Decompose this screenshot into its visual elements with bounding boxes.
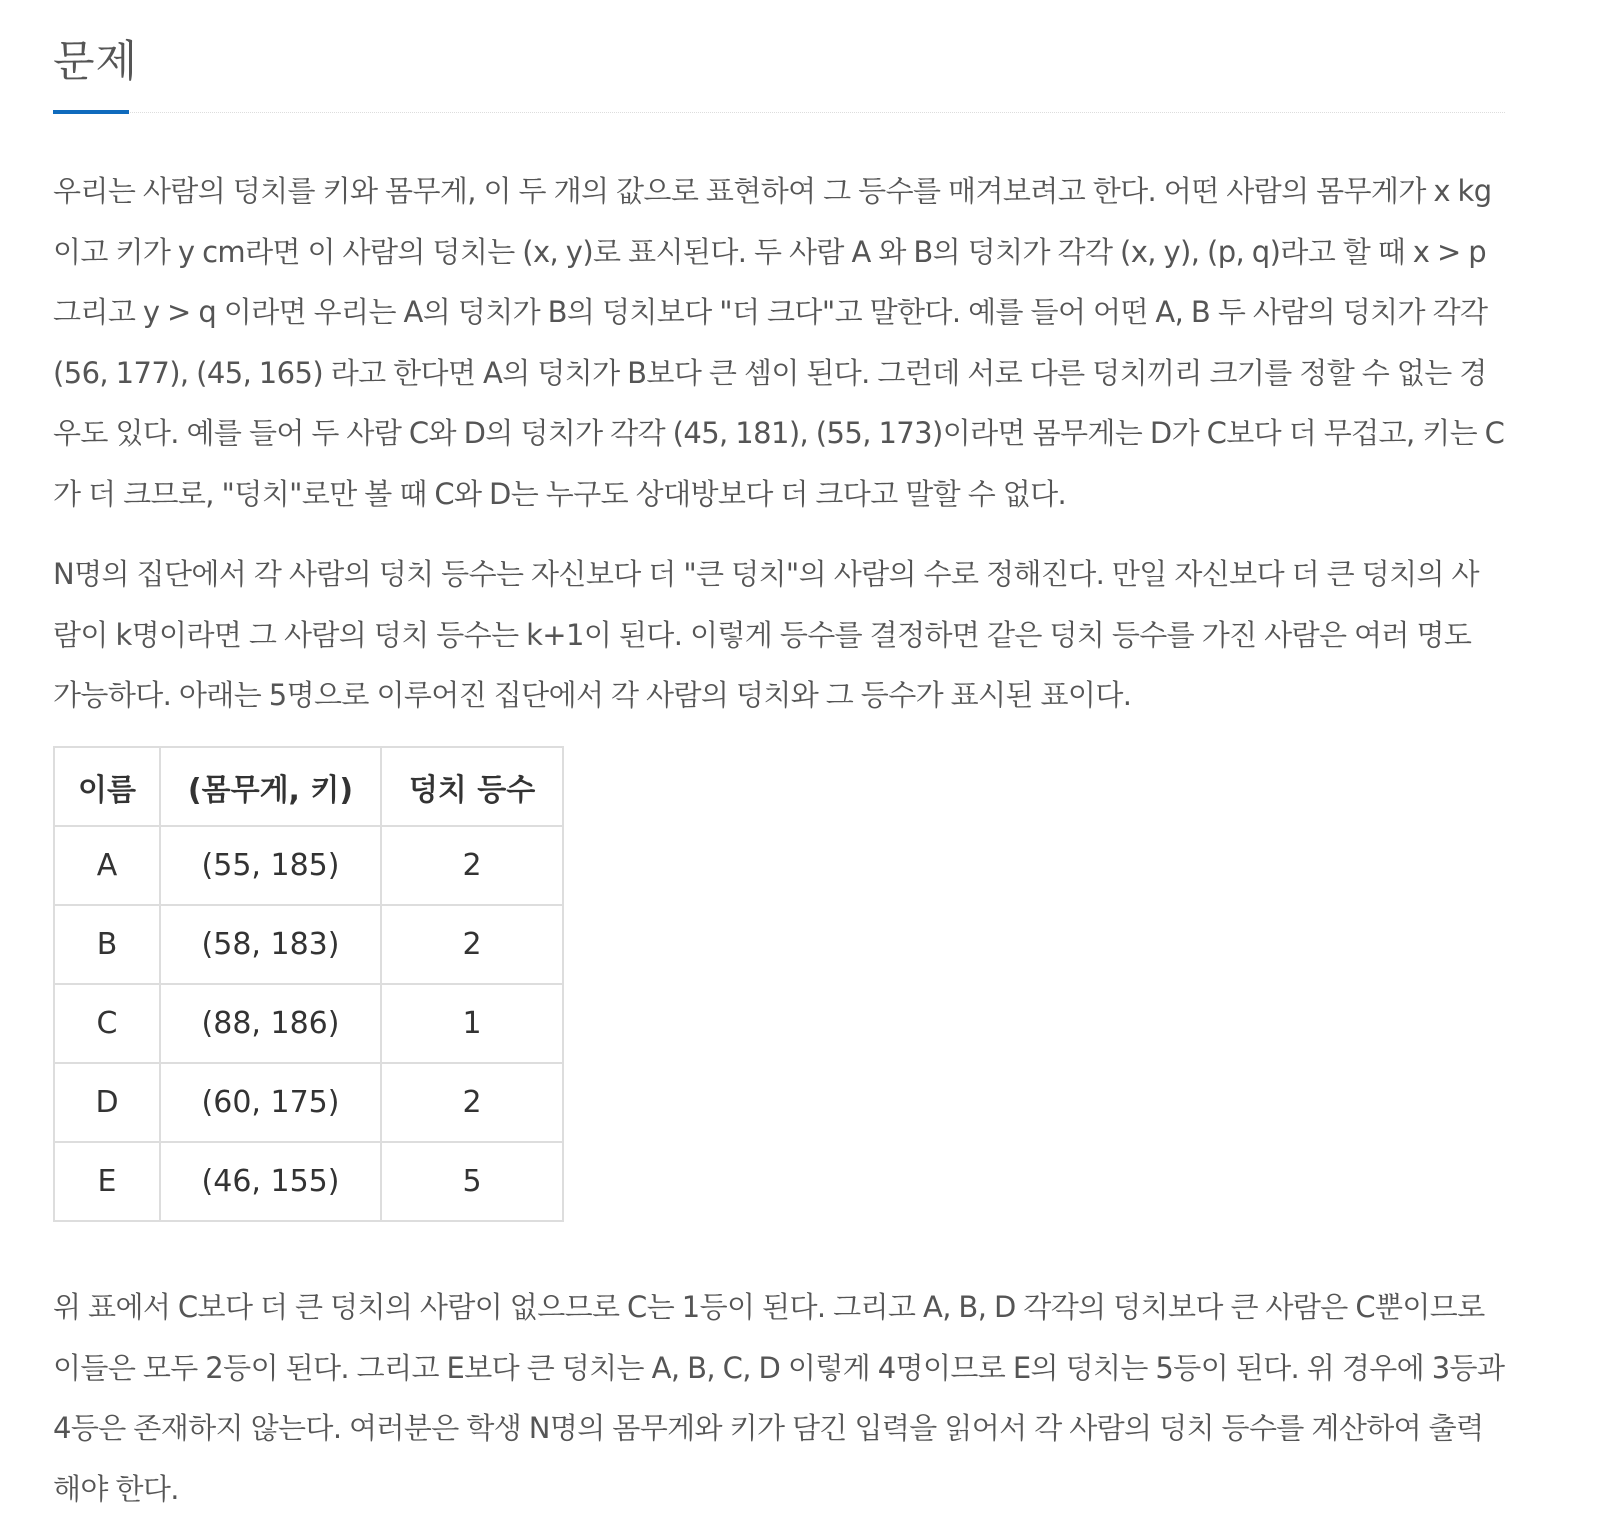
- cell-name: A: [54, 826, 160, 905]
- cell-name: C: [54, 984, 160, 1063]
- cell-weight-height: (60, 175): [160, 1063, 381, 1142]
- cell-name: E: [54, 1142, 160, 1221]
- column-header-rank: 덩치 등수: [381, 747, 563, 826]
- cell-name: B: [54, 905, 160, 984]
- cell-weight-height: (55, 185): [160, 826, 381, 905]
- column-header-name: 이름: [54, 747, 160, 826]
- cell-weight-height: (88, 186): [160, 984, 381, 1063]
- table-row: [54, 984, 563, 1063]
- section-title: 문제: [53, 37, 139, 87]
- cell-rank: 2: [381, 826, 563, 905]
- table-row: [54, 905, 563, 984]
- problem-paragraph-3: 위 표에서 C보다 더 큰 덩치의 사람이 없으므로 C는 1등이 된다. 그리고 A, B, D 각각의 덩치보다 큰 사람은 C뿐이므로 이들은 모두 2등이 된다. 그리고 E보다 큰 덩치는 A, B, C, D 이렇게 4명이므로 E의 덩치는 5등이 된다. 위 경우에 3등과 4등은 존재하지 않는다. 여러분은 학생 N명의 몸무게와 키가 담긴 입력을 읽어서 각 사람의 덩치 등수를 계산하여 출력해야 한다.: [53, 1290, 1505, 1506]
- rank-table: [53, 746, 564, 1222]
- problem-paragraph-2: N명의 집단에서 각 사람의 덩치 등수는 자신보다 더 "큰 덩치"의 사람의 수로 정해진다. 만일 자신보다 더 큰 덩치의 사람이 k명이라면 그 사람의 덩치 등수는 k+1이 된다. 이렇게 등수를 결정하면 같은 덩치 등수를 가진 사람은 여러 명도 가능하다. 아래는 5명으로 이루어진 집단에서 각 사람의 덩치와 그 등수가 표시된 표이다.: [53, 557, 1479, 712]
- cell-rank: 2: [381, 1063, 563, 1142]
- cell-rank: 2: [381, 905, 563, 984]
- problem-section: [53, 0, 1505, 1506]
- cell-name: D: [54, 1063, 160, 1142]
- problem-paragraph-1: 우리는 사람의 덩치를 키와 몸무게, 이 두 개의 값으로 표현하여 그 등수를 매겨보려고 한다. 어떤 사람의 몸무게가 x kg이고 키가 y cm라면 이 사람의 덩치는 (x, y)로 표시된다. 두 사람 A 와 B의 덩치가 각각 (x, y), (p, q)라고 할 때 x > p 그리고 y > q 이라면 우리는 A의 덩치가 B의 덩치보다 "더 크다"고 말한다. 예를 들어 어떤 A, B 두 사람의 덩치가 각각 (56, 177), (45, 165) 라고 한다면 A의 덩치가 B보다 큰 셈이 된다. 그런데 서로 다른 덩치끼리 크기를 정할 수 없는 경우도 있다. 예를 들어 두 사람 C와 D의 덩치가 각각 (45, 181), (55, 173)이라면 몸무게는 D가 C보다 더 무겁고, 키는 C가 더 크므로, "덩치"로만 볼 때 C와 D는 누구도 상대방보다 더 크다고 말할 수 없다.: [53, 174, 1505, 511]
- table-row: [54, 1063, 563, 1142]
- table-row: [54, 1142, 563, 1221]
- cell-rank: 5: [381, 1142, 563, 1221]
- cell-rank: 1: [381, 984, 563, 1063]
- table-header-row: [54, 747, 563, 826]
- table-row: [54, 826, 563, 905]
- section-header: [53, 0, 1505, 113]
- cell-weight-height: (46, 155): [160, 1142, 381, 1221]
- column-header-weight-height: (몸무게, 키): [160, 747, 381, 826]
- title-underline: [53, 110, 129, 114]
- cell-weight-height: (58, 183): [160, 905, 381, 984]
